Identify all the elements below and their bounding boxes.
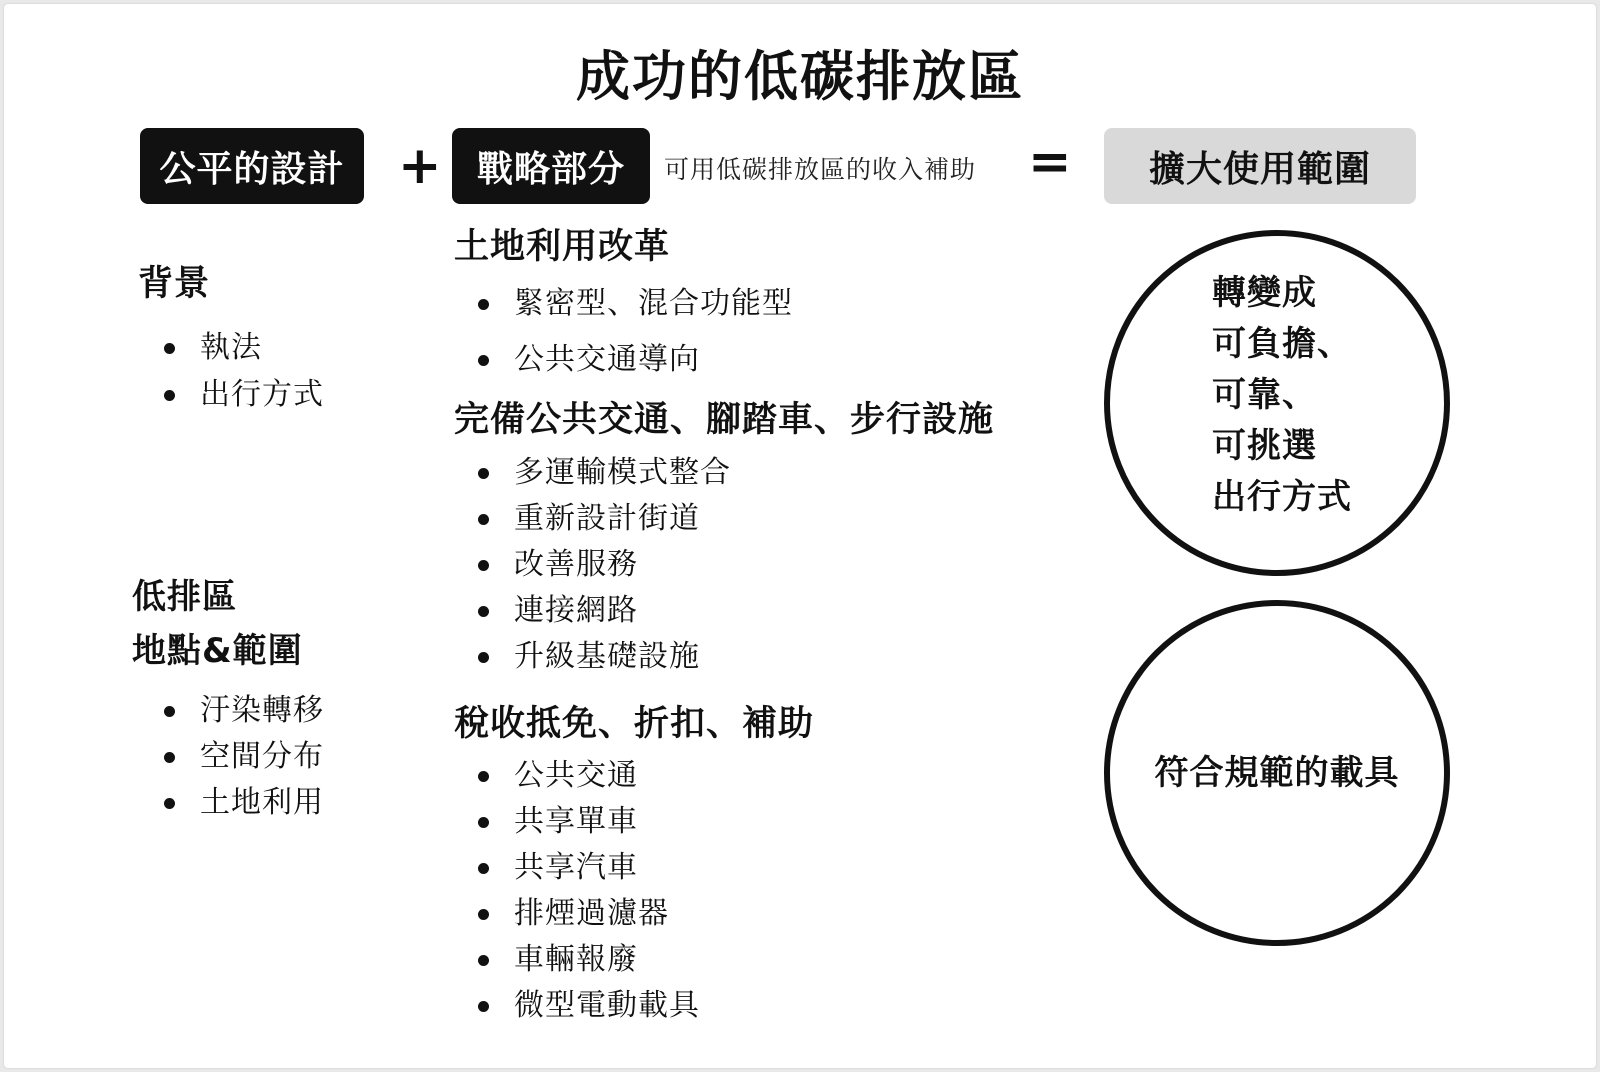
circle-line: 可負擔、 — [1212, 324, 1352, 364]
incentives-list — [454, 753, 700, 1029]
land-use-list — [454, 276, 793, 388]
plus-sign: + — [398, 136, 442, 196]
circle-line: 轉變成 — [1212, 273, 1317, 313]
land-use-heading: 土地利用改革 — [454, 227, 671, 267]
list-item: 連接網路 — [454, 588, 731, 634]
list-item: 排煙過濾器 — [454, 891, 700, 937]
list-item: 空間分布 — [140, 734, 324, 780]
list-item: 緊密型、混合功能型 — [454, 276, 793, 332]
list-item: 公共交通導向 — [454, 332, 793, 388]
outcome-circle-2-text: 符合規範的載具 — [1154, 753, 1400, 793]
list-item: 改善服務 — [454, 542, 731, 588]
equals-sign: = — [1028, 132, 1072, 192]
list-item: 土地利用 — [140, 780, 324, 826]
transport-heading: 完備公共交通、腳踏車、步行設施 — [454, 400, 995, 440]
list-item: 出行方式 — [140, 371, 324, 418]
strategy-box: 戰略部分 — [452, 128, 650, 204]
list-item: 共享汽車 — [454, 845, 700, 891]
zone-list — [140, 688, 324, 826]
list-item: 執法 — [140, 324, 324, 371]
list-item: 重新設計街道 — [454, 496, 731, 542]
subsidy-caption: 可用低碳排放區的收入補助 — [664, 155, 977, 184]
incentives-heading: 稅收抵免、折扣、補助 — [454, 704, 815, 744]
list-item: 多運輸模式整合 — [454, 450, 731, 496]
zone-heading-line1: 低排區 — [132, 577, 237, 617]
zone-heading-line2: 地點&範圍 — [132, 631, 303, 671]
list-item: 公共交通 — [454, 753, 700, 799]
list-item: 升級基礎設施 — [454, 634, 731, 680]
outcome-circle-1-text — [1212, 268, 1352, 523]
list-item: 車輛報廢 — [454, 937, 700, 983]
list-item: 微型電動載具 — [454, 983, 700, 1029]
list-item: 汙染轉移 — [140, 688, 324, 734]
circle-line: 可挑選 — [1212, 426, 1317, 466]
circle-line: 可靠、 — [1212, 375, 1317, 415]
zone-heading — [132, 570, 303, 678]
page-title: 成功的低碳排放區 — [576, 45, 1024, 108]
expanded-scope-box: 擴大使用範圍 — [1104, 128, 1416, 204]
circle-line: 出行方式 — [1212, 477, 1352, 517]
list-item: 共享單車 — [454, 799, 700, 845]
transport-list — [454, 450, 731, 680]
fair-design-box: 公平的設計 — [140, 128, 364, 204]
background-list — [140, 324, 324, 418]
background-heading: 背景 — [138, 264, 211, 304]
